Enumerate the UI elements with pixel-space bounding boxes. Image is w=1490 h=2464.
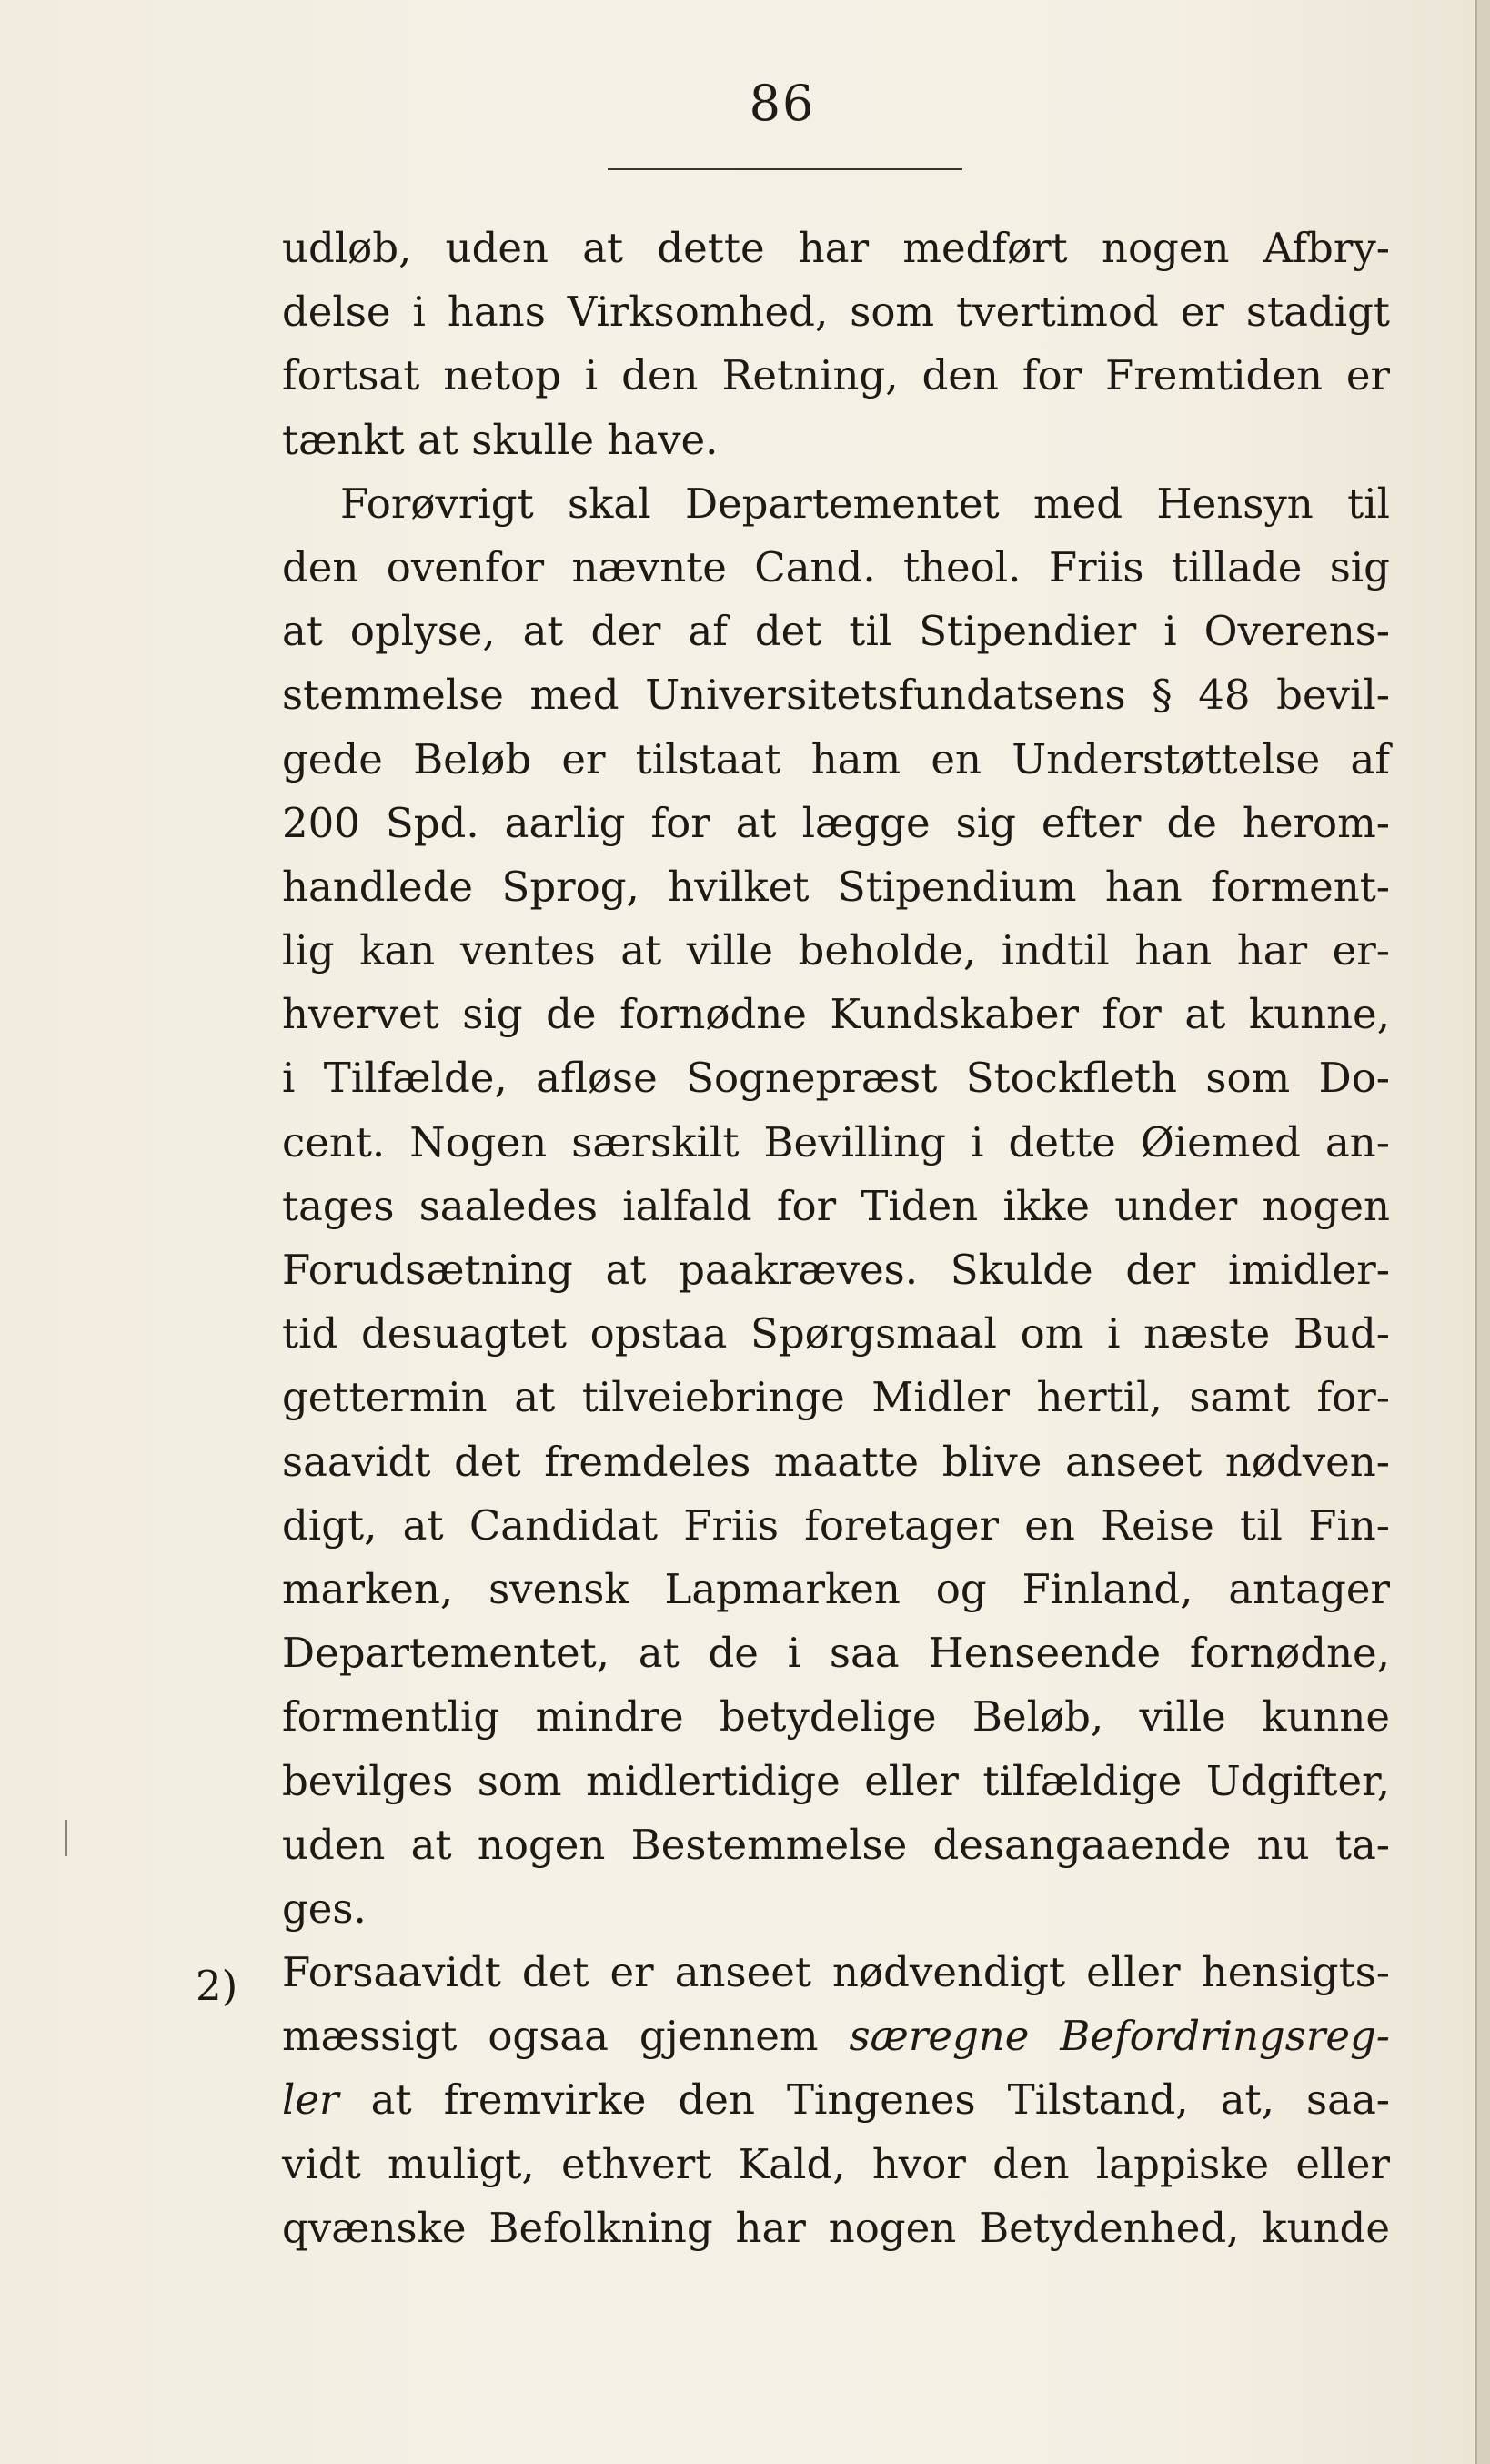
text-line: tid desuagtet opstaa Spørgsmaal om i næste Bud-: [282, 1309, 1390, 1358]
text-line: uden at nogen Bestemmelse desangaaende nu ta-: [282, 1820, 1390, 1869]
body-text: [282, 217, 1390, 2260]
text-line: udløb, uden at dette har medført nogen Afbry-: [282, 224, 1390, 272]
item-2-line: [282, 2068, 1390, 2132]
italic-term: ler: [282, 2075, 339, 2125]
margin-mark: [65, 1820, 67, 1856]
text-line: bevilges som midlertidige eller tilfældige Udgifter,: [282, 1756, 1390, 1805]
item-2-line: qvænske Befolkning har nogen Betydenhed, kunde: [282, 2203, 1390, 2252]
text-line: stemmelse med Universitetsfundatsens § 48 bevil-: [282, 671, 1390, 720]
item-2-line: vidt muligt, ethvert Kald, hvor den lappiske eller: [282, 2139, 1390, 2188]
header-rule: [608, 168, 962, 170]
text-line: Forøvrigt skal Departementet med Hensyn til: [340, 479, 1390, 528]
text-line: fortsat netop i den Retning, den for Fremtiden er: [282, 351, 1390, 400]
text-line: handlede Sprog, hvilket Stipendium han forment-: [282, 862, 1390, 911]
text-line: delse i hans Virksomhed, som tvertimod er stadigt: [282, 288, 1390, 337]
text-line: saavidt det fremdeles maatte blive anseet nødven-: [282, 1437, 1390, 1486]
item-number: 2): [196, 1962, 238, 2010]
text-line: Departementet, at de i saa Henseende fornødne,: [282, 1629, 1390, 1678]
text-line: 200 Spd. aarlig for at lægge sig efter de herom-: [282, 798, 1390, 847]
text-line: digt, at Candidat Friis foretager en Reise til Fin-: [282, 1500, 1390, 1550]
text-line: at oplyse, at der af det til Stipendier i Overens-: [282, 607, 1390, 656]
text-line: ges.: [282, 1883, 367, 1933]
text-fragment: mæssigt ogsaa gjennem: [282, 2012, 850, 2061]
text-line: marken, svensk Lapmarken og Finland, antager: [282, 1564, 1390, 1613]
text-line: gede Beløb er tilstaat ham en Understøttelse af: [282, 734, 1390, 783]
text-line: i Tilfælde, afløse Sognepræst Stockfleth som Do-: [282, 1054, 1390, 1103]
text-line: cent. Nogen særskilt Bevilling i dette Øiemed an-: [282, 1117, 1390, 1166]
text-line: den ovenfor nævnte Cand. theol. Friis tillade sig: [282, 542, 1390, 591]
text-line: hvervet sig de fornødne Kundskaber for at kunne,: [282, 990, 1390, 1039]
text-line: Forudsætning at paakræves. Skulde der imidler-: [282, 1246, 1390, 1294]
italic-term: særegne Befordringsreg-: [849, 2012, 1390, 2061]
page-edge: [1475, 0, 1490, 2464]
text-line: lig kan ventes at ville beholde, indtil han har er-: [282, 926, 1390, 975]
text-line: tænkt at skulle have.: [282, 415, 719, 464]
text-line: tages saaledes ialfald for Tiden ikke under nogen: [282, 1181, 1390, 1230]
item-2-line: [282, 2005, 1390, 2068]
item-2-line: Forsaavidt det er anseet nødvendigt eller hensigts-: [282, 1948, 1390, 1997]
page-number: 86: [749, 75, 816, 132]
text-line: gettermin at tilveiebringe Midler hertil, samt for-: [282, 1373, 1390, 1422]
text-line: formentlig mindre betydelige Beløb, ville kunne: [282, 1692, 1390, 1742]
text-fragment: at fremvirke den Tingenes Tilstand, at, saa-: [338, 2075, 1390, 2125]
